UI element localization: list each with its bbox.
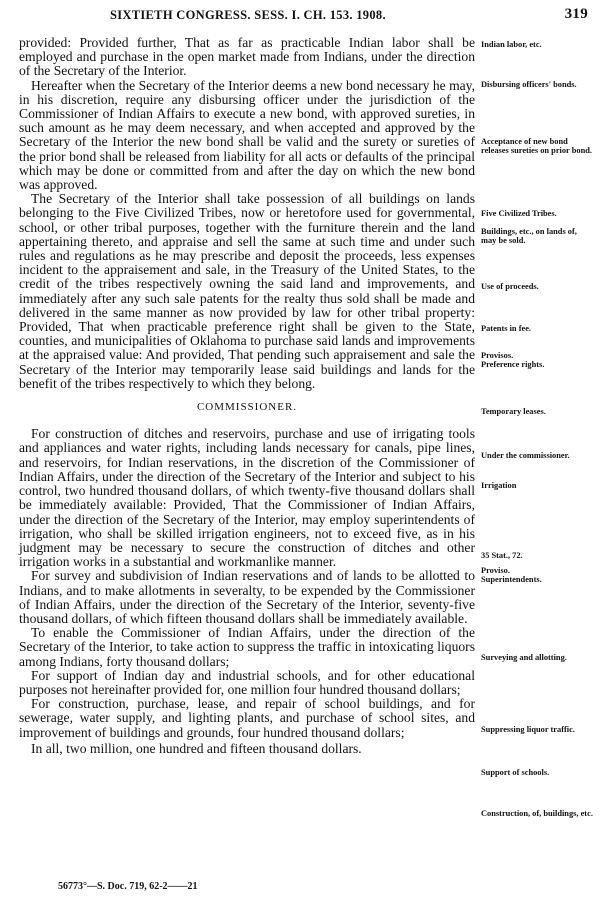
paragraph-new-bond: Hereafter when the Secretary of the Interior deems a new bond necessary he may, in his discretion, require any disbursing officer under the jurisdiction of the Commissioner of Indian Affairs to execute a new bond, with approved sureties, in such amount as he may deem necessary, and when accepted and approved by the Secretary of the Interior the new bond shall be valid and the surety or sureties of the prior bond shall be released from liability for all acts or defaults of the principal which may be done or committed from and after the day on which the new bond was approved. <box>19 77 475 193</box>
margin-note-use-of-proceeds: Use of proceeds. <box>481 282 539 291</box>
page-number: 319 <box>564 6 588 22</box>
main-text <box>19 36 475 756</box>
margin-note-five-civilized-tribes: Five Civilized Tribes. <box>481 209 557 218</box>
margin-note-superintendents: Superintendents. <box>481 575 542 584</box>
margin-note-surveying: Surveying and allotting. <box>481 653 567 662</box>
margin-note-statute-ref: 35 Stat., 72. <box>481 551 523 560</box>
margin-note-irrigation: Irrigation <box>481 481 517 490</box>
paragraph-five-civilized-tribes: The Secretary of the Interior shall take possession of all buildings on lands belonging to the Five Civilized Tribes, now or heretofore used for governmental, school, or other tribal purposes, together with the furniture therein and the land appertaining thereto, and appraise and sell the same at such time and under such rules and regulations as he may prescribe and deposit the proceeds, less expenses incident to the appraisement and sale, in the Treasury of the United States, to the credit of the tribes respectively owning the said land and improvements, and immediately after any such sale patents for the realty thus sold shall be made and delivered in the same manner as now provided by law for other tribal property: Provided, That when practicable preference right shall be given to the State, counties, and municipalities of Oklahoma to purchase said lands and improvements at the appraised value: And provided, That pending such appraisement and sale the Secretary of the Interior may temporarily lease said buildings and lands for the benefit of the tribes respectively to which they belong. <box>19 191 475 391</box>
paragraph-construction: For construction, purchase, lease, and repair of school buildings, and for sewerage, water supply, and lighting plants, and purchase of school sites, and improvement of buildings and grounds, four hundred thousand dollars; <box>19 696 475 740</box>
margin-note-under-commissioner: Under the commissioner. <box>481 451 570 460</box>
margin-note-disbursing-bonds: Disbursing officers' bonds. <box>481 80 577 89</box>
section-heading-commissioner: COMMISSIONER. <box>196 401 298 414</box>
margin-note-provisos: Provisos. <box>481 351 514 360</box>
margin-note-acceptance-bond: Acceptance of new bond releases sureties on prior bond. <box>481 137 592 155</box>
margin-note-construction: Construction, of, buildings, etc. <box>481 809 593 818</box>
paragraph-schools: For support of Indian day and industrial schools, and for other educational purposes not hereinafter provided for, one million four hundred thousand dollars; <box>19 667 475 697</box>
margin-note-preference-rights: Preference rights. <box>481 360 545 369</box>
margin-note-buildings-sold: Buildings, etc., on lands of, may be sold. <box>481 227 577 245</box>
running-title: SIXTIETH CONGRESS. SESS. I. CH. 153. 1908. <box>110 8 386 22</box>
paragraph-indian-labor: provided: Provided further, That as far as practicable Indian labor shall be employed and purchase in the open market made from Indians, under the direction of the Secretary of the Interior. <box>19 35 475 79</box>
paragraph-surveying: For survey and subdivision of Indian reservations and of lands to be allotted to Indians, and to make allotments in severalty, to be expended by the Commissioner of Indian Affairs, under the direction of the Secretary of the Interior, seventy-five thousand dollars, of which fifteen thousand dollars shall be immediately available. <box>19 568 475 626</box>
paragraph-total: In all, two million, one hundred and fifteen thousand dollars. <box>31 740 362 756</box>
margin-note-proviso: Proviso. <box>481 566 510 575</box>
margin-note-patents: Patents in fee. <box>481 324 532 333</box>
paragraph-liquor-traffic: To enable the Commissioner of Indian Affairs, under the direction of the Secretary of the Interior, to take action to suppress the traffic in intoxicating liquors among Indians, forty thousand dollars; <box>19 625 475 669</box>
margin-note-indian-labor: Indian labor, etc. <box>481 40 542 49</box>
margin-note-support-schools: Support of schools. <box>481 768 550 777</box>
paragraph-irrigation: For construction of ditches and reservoirs, purchase and use of irrigating tools and appliances and water rights, including lands necessary for canals, pipe lines, and reservoirs, for Indian reservations, in the discretion of the Commissioner of Indian Affairs, under the direction of the Secretary of the Interior and subject to his control, two hundred thousand dollars, of which twenty-five thousand dollars shall be immediately available: Provided, That the Commissioner of Indian Affairs, under the direction of the Secretary of the Interior, may employ superintendents of irrigation, who shall be skilled irrigation engineers, not to exceed five, as in his judgment may be necessary to secure the construction of ditches and other irrigation works in a substantial and workmanlike manner. <box>19 426 475 570</box>
margin-note-temporary-leases: Temporary leases. <box>481 407 546 416</box>
signature-footer: 56773°—S. Doc. 719, 62-2——21 <box>58 881 198 892</box>
margin-note-liquor-traffic: Suppressing liquor traffic. <box>481 725 575 734</box>
